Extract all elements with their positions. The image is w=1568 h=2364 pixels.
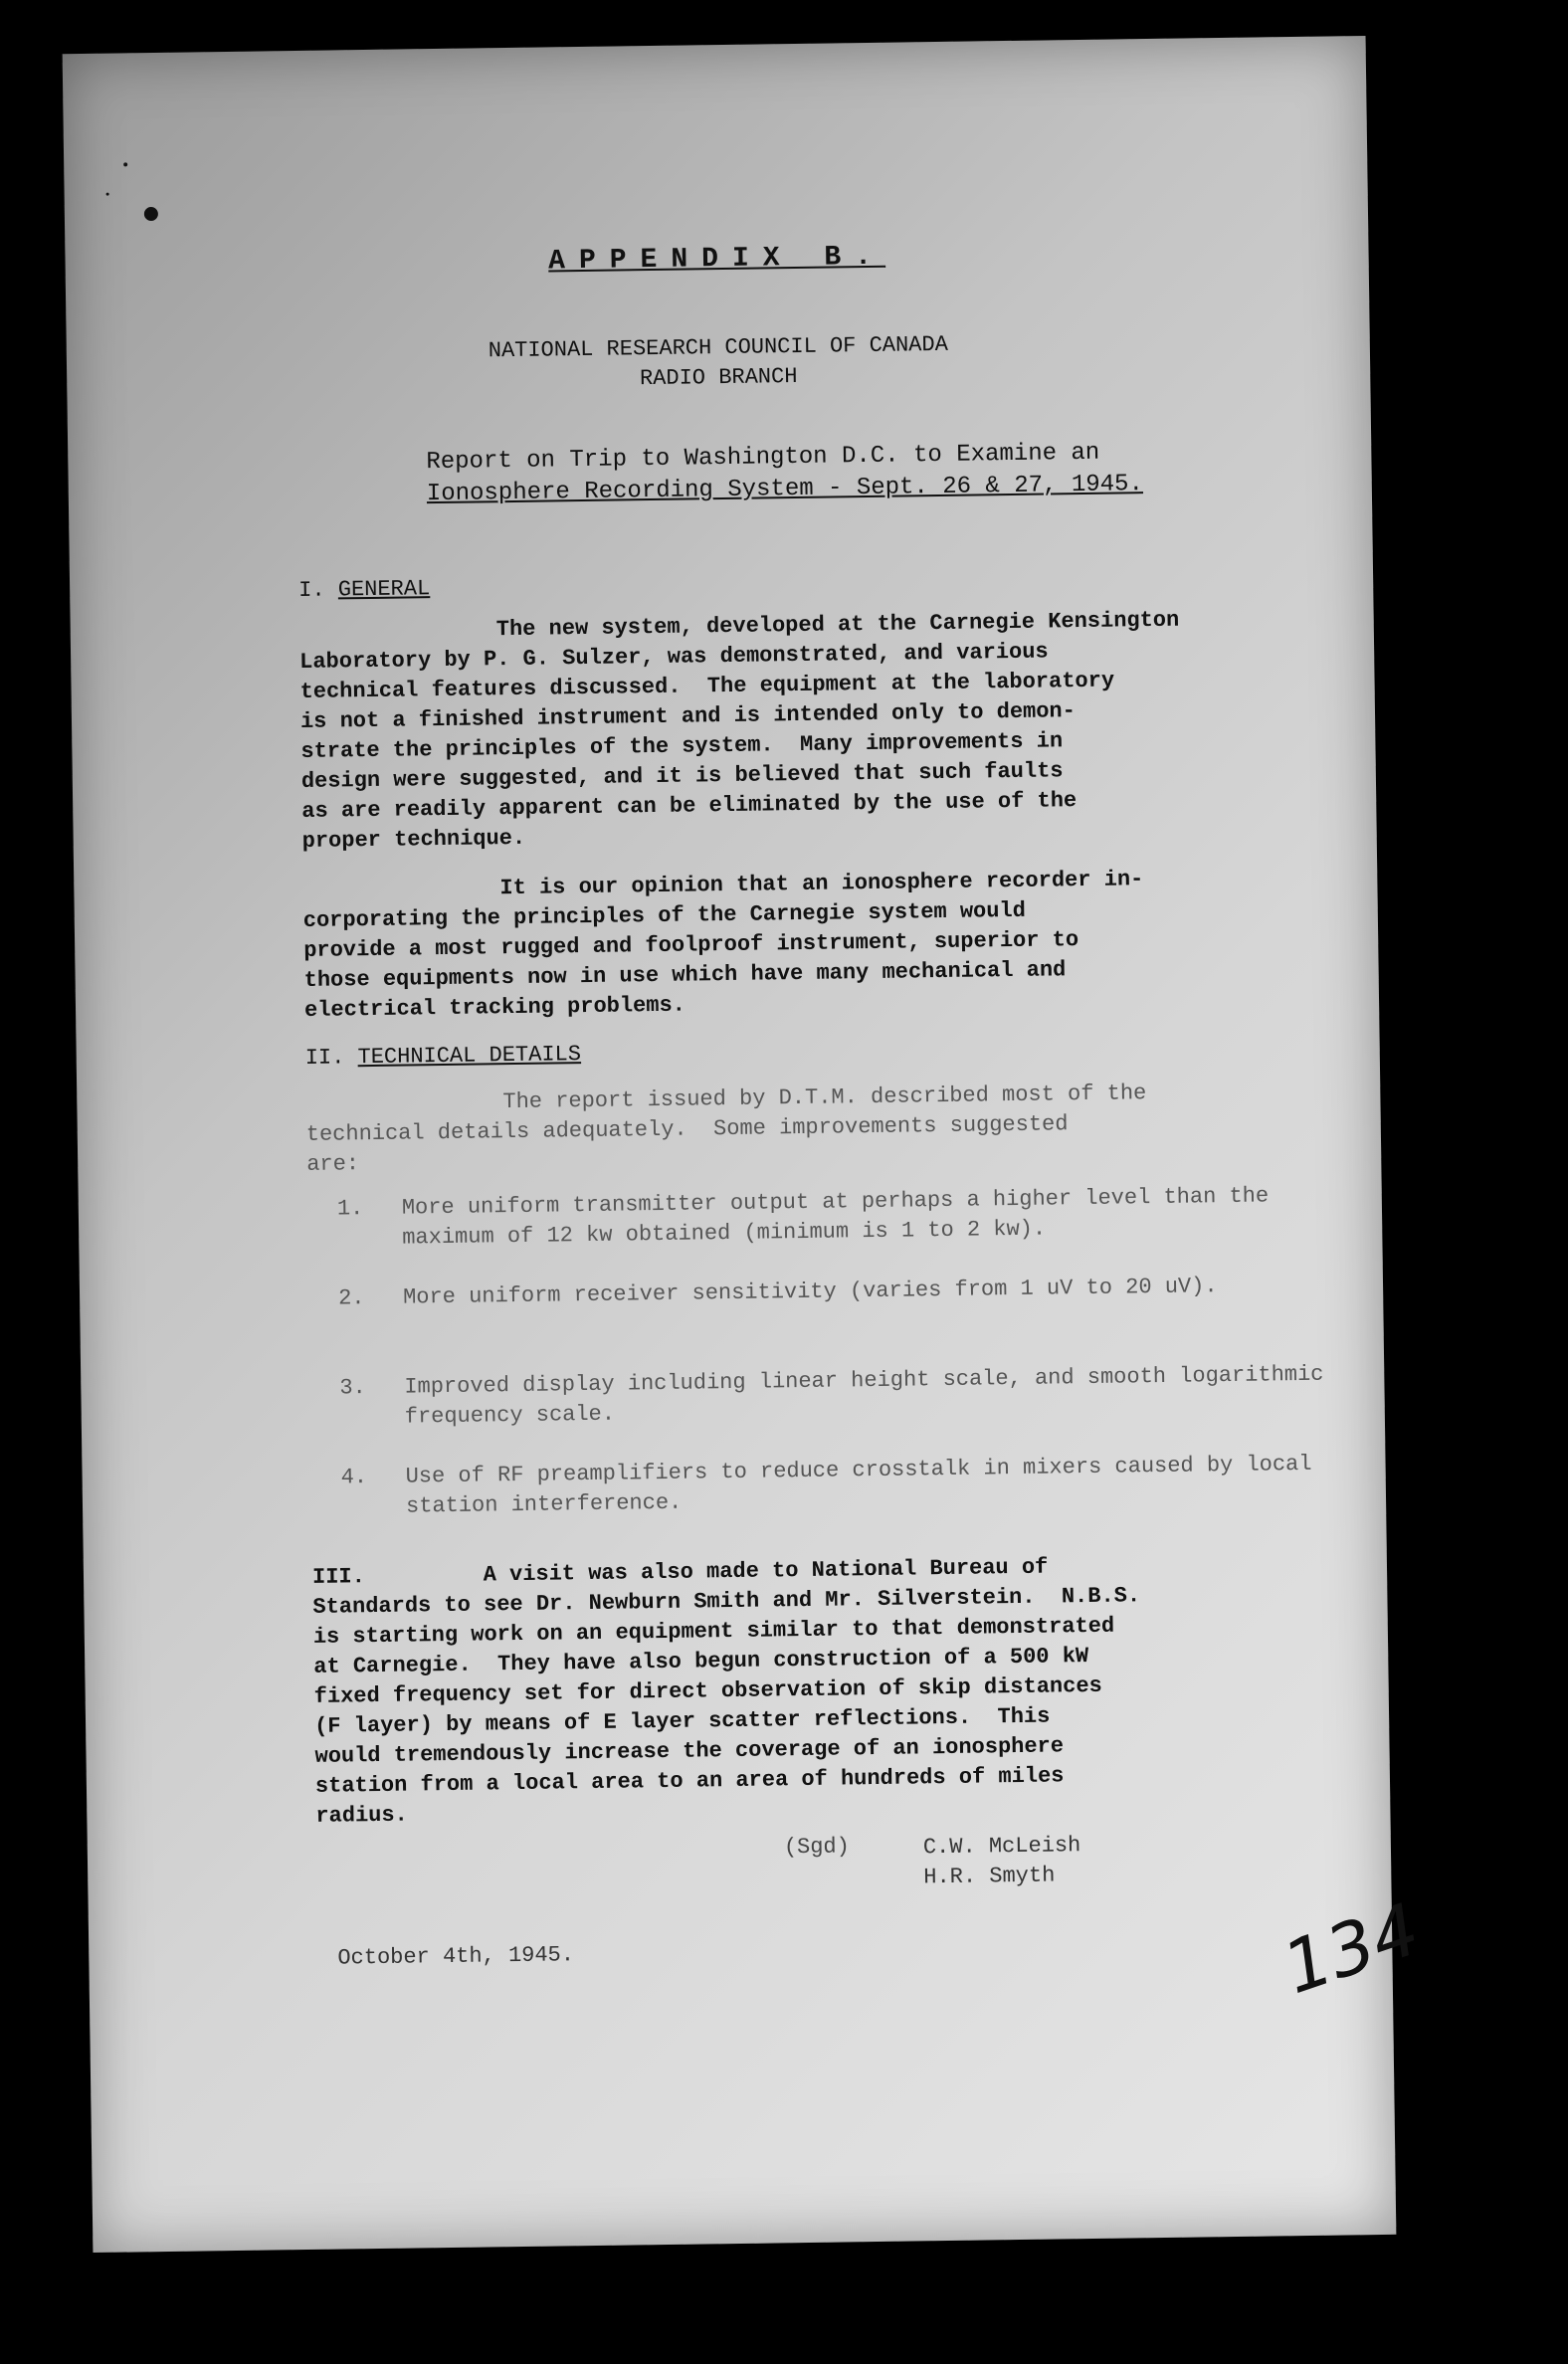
organization-branch: RADIO BRANCH: [639, 363, 798, 392]
list-item-number: 3.: [339, 1375, 366, 1401]
list-item-number: 1.: [336, 1196, 364, 1222]
ink-speck: [144, 207, 158, 221]
signature-names: [923, 1831, 1081, 1892]
section-title: TECHNICAL DETAILS: [357, 1042, 582, 1071]
list-item-number: 2.: [337, 1285, 365, 1311]
handwritten-page-number: 134: [1273, 1886, 1430, 2011]
section-heading-technical: [305, 1042, 582, 1071]
signatory-2: H.R. Smyth: [923, 1863, 1056, 1890]
document-date: October 4th, 1945.: [337, 1942, 575, 1971]
ink-speck: [123, 162, 127, 166]
appendix-heading: APPENDIX B.: [547, 241, 886, 278]
organization-name: NATIONAL RESEARCH COUNCIL OF CANADA: [488, 331, 949, 364]
report-title-line1: Report on Trip to Washington D.C. to Examine an: [426, 439, 1100, 477]
list-item-text: Improved display including linear height scale, and smooth logarithmic frequency scale.: [404, 1361, 1324, 1430]
list-item-text: More uniform receiver sensitivity (varies from 1 uV to 20 uV).: [402, 1274, 1218, 1310]
signatory-1: C.W. McLeish: [922, 1833, 1081, 1861]
general-paragraph-1: The new system, developed at the Carnegie Kensington Laboratory by P. G. Sulzer, was demonstrated, and various technical features discussed. The equipment at the laboratory is not a finished instrument and is intended only to demon- strate the principles of the system. Many improvements in design were suggested, and it is believed that such faults as are readily apparent can be eliminated by the use of the proper technique.: [298, 607, 1180, 854]
page-content: [63, 36, 1430, 2253]
organization-block: [67, 324, 1371, 402]
report-title: [426, 435, 1322, 511]
list-item-text: More uniform transmitter output at perhaps a higher level than the maximum of 12 kw obtained (minimum is 1 to 2 kw).: [401, 1183, 1270, 1251]
section-three-paragraph: III. A visit was also made to National Bureau of Standards to see Dr. Newburn Smith and Mr. Silverstein. N.B.S. is starting work on an equipment similar to that demonstrated at Carnegie. They have also begun construction of a 500 kW fixed frequency set for direct observation of skip distances (F layer) by means of E layer scatter reflections. This would tremendously increase the coverage of an ionosphere station from a local area to an area of hundreds of miles radius.: [311, 1554, 1141, 1829]
list-item: [337, 1271, 1333, 1311]
section-title: GENERAL: [337, 576, 431, 603]
general-paragraph-2: It is our opinion that an ionosphere recorder in- corporating the principles of the Carnegie system would provide a most rugged and foolproof instrument, superior to those equipments now in use which have many mechanical and electrical tracking problems.: [302, 867, 1144, 1023]
section-number: II.: [304, 1045, 345, 1071]
report-title-line2: Ionosphere Recording System - Sept. 26 & 27, 1945.: [426, 471, 1144, 508]
signature-label: (Sgd): [783, 1834, 851, 1861]
list-item: [339, 1360, 1334, 1430]
list-item: [340, 1450, 1335, 1519]
section-heading-general: [298, 576, 430, 603]
technical-intro: The report issued by D.T.M. described most of the technical details adequately. Some improvements suggested are:: [305, 1081, 1147, 1177]
list-item-text: Use of RF preamplifiers to reduce crosstalk in mixers caused by local station interference.: [405, 1451, 1312, 1519]
document-page: [63, 36, 1430, 2253]
list-item: [336, 1181, 1332, 1251]
list-item-number: 4.: [340, 1465, 368, 1490]
ink-speck: [106, 193, 109, 196]
section-number: I.: [298, 577, 325, 603]
